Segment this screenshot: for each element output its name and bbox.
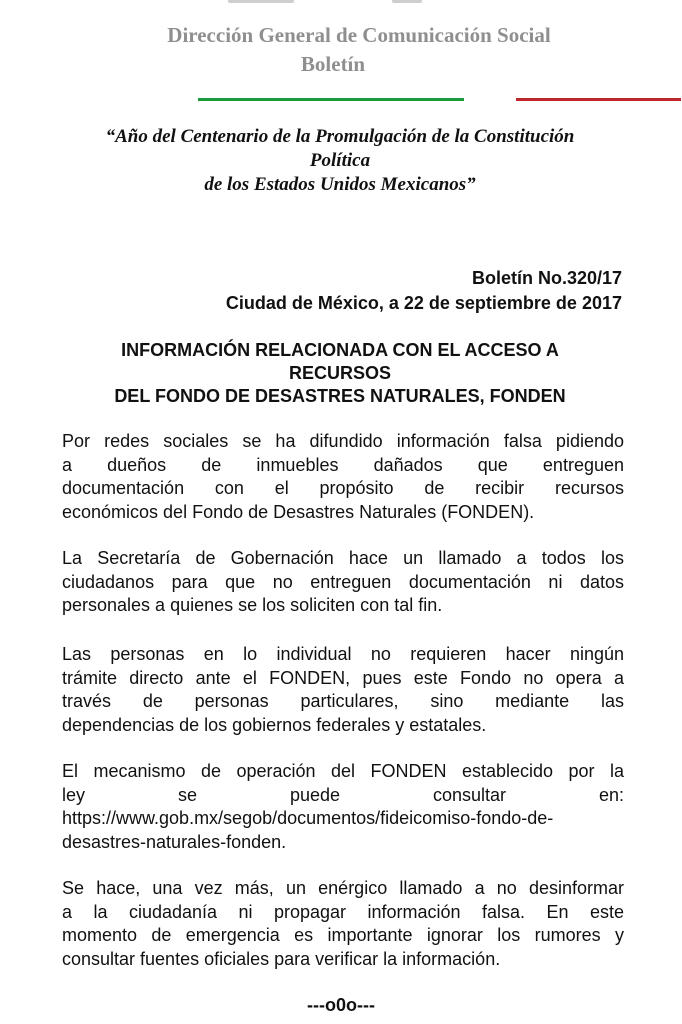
header-subtitle: Boletín: [300, 52, 366, 76]
paragraph-line: La Secretaría de Gobernación hace un llamado a todos los: [62, 548, 624, 568]
header-stripe-red: [516, 98, 681, 101]
headline-line: INFORMACIÓN RELACIONADA CON EL ACCESO A: [121, 340, 559, 360]
paragraph-line: El mecanismo de operación del FONDEN establecido por la: [62, 761, 624, 781]
closing-mark: ---o0o---: [307, 995, 375, 1015]
paragraph-line: económicos del Fondo de Desastres Naturales (FONDEN).: [62, 501, 535, 522]
paragraph-2: [62, 547, 624, 618]
bulletin-number: Boletín No.320/17: [471, 268, 622, 288]
paragraph-line: a dueños de inmuebles dañados que entreguen: [62, 454, 624, 475]
motto-line: “Año del Centenario de la Promulgación de la Constitución: [105, 126, 575, 147]
motto-line: de los Estados Unidos Mexicanos”: [204, 174, 476, 195]
paragraph-4: [62, 760, 624, 854]
paragraph-line: consultar fuentes oficiales para verificar la información.: [62, 948, 501, 969]
bulletin-headline: [40, 339, 640, 408]
motto-line: Política: [309, 150, 371, 171]
paragraph-line: Las personas en lo individual no requieren hacer ningún: [62, 644, 624, 664]
paragraph-line: través de personas particulares, sino mediante las: [62, 691, 624, 711]
paragraph-line: trámite directo ante el FONDEN, pues este Fondo no opera a: [62, 667, 624, 688]
source-url-line: desastres-naturales-fonden.: [62, 831, 287, 852]
header-organization: Dirección General de Comunicación Social: [167, 23, 551, 47]
cropped-header-remnant: [0, 0, 682, 6]
paragraph-line: momento de emergencia es importante ignorar los rumores y: [62, 925, 624, 945]
paragraph-line: a la ciudadanía ni propagar información falsa. En este: [62, 901, 624, 922]
paragraph-line: ciudadanos para que no entreguen documentación ni datos: [62, 571, 624, 592]
year-motto: [70, 125, 610, 197]
paragraph-line: dependencias de los gobiernos federales y estatales.: [62, 714, 487, 735]
bulletin-place-date: Ciudad de México, a 22 de septiembre de 2017: [225, 293, 622, 313]
bulletin-meta: [226, 266, 622, 316]
paragraph-line: Se hace, una vez más, un enérgico llamado a no desinformar: [62, 878, 624, 898]
paragraph-line: ley se puede consultar en:: [62, 784, 624, 805]
paragraph-1: [62, 430, 624, 524]
source-url-line: https://www.gob.mx/segob/documentos/fideicomiso-fondo-de-: [62, 808, 554, 828]
paragraph-line: documentación con el propósito de recibir recursos: [62, 478, 624, 498]
paragraph-line: Por redes sociales se ha difundido información falsa pidiendo: [62, 431, 624, 451]
paragraph-line: personales a quienes se los soliciten con tal fin.: [62, 595, 443, 615]
paragraph-3: [62, 643, 624, 737]
paragraph-5: [62, 877, 624, 971]
headline-line: RECURSOS: [288, 363, 391, 383]
header-stripe-green: [198, 98, 464, 101]
headline-line: DEL FONDO DE DESASTRES NATURALES, FONDEN: [114, 386, 566, 406]
